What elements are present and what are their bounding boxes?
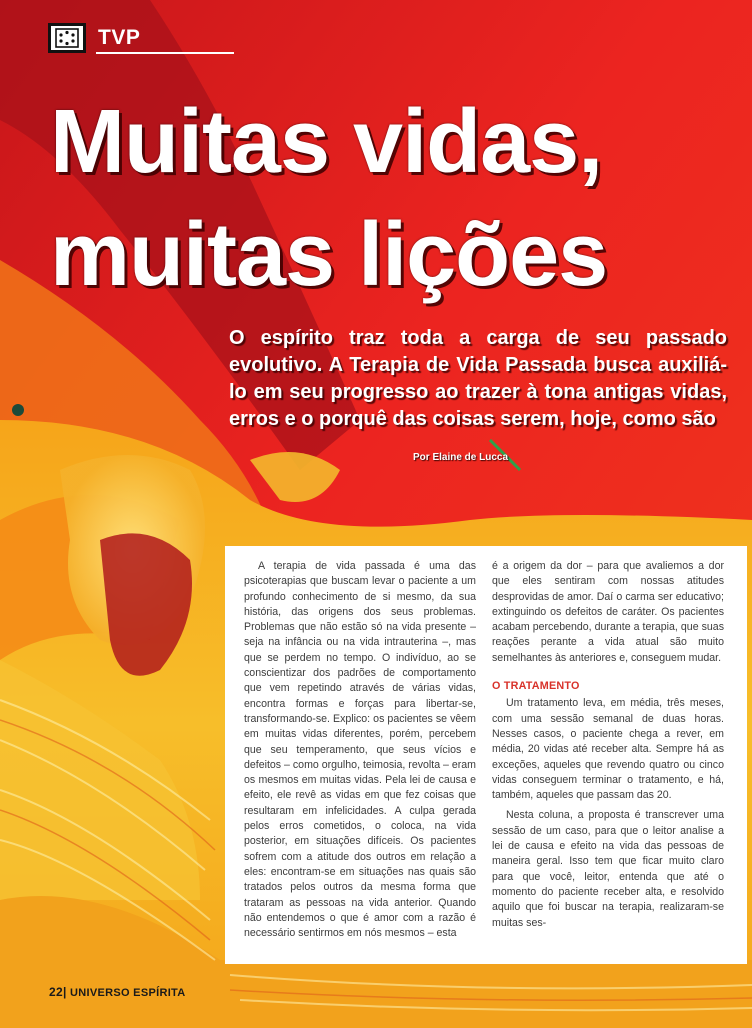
spirit-logo-icon — [48, 23, 86, 53]
paragraph: Nesta coluna, a proposta é transcrever uma sessão de um caso, para que o leitor analise a lei de causa e efeito na vida das pessoas de maneira geral. Isso tem que ficar muito claro para que você, leitor, entenda que até o momento do paciente receber alta, e resolvido aquilo que foi buscar na terapia, realizaram-se muitas ses- — [492, 809, 724, 929]
headline-line-1: Muitas vidas, — [50, 92, 603, 192]
paragraph: Um tratamento leva, em média, três meses, com uma sessão semanal de duas horas. Nesses casos, o paciente chega a rever, em média, 20 vidas até receber alta. Sempre há as exceções, aqueles que revendo quatro ou cinco vidas conseguem terminar o tratamento, e há, também, aqueles que passam das 20. — [492, 697, 724, 802]
paragraph: A terapia de vida passada é uma das psicoterapias que buscam levar o paciente a um profundo conhecimento de si mesmo, da sua história, das origens dos seus problemas. Problemas que não estão só na vida presente – seja na infância ou na vida intrauterina –, mas que se perdem no tempo. O indivíduo, ao se conscientizar dos padrões de comportamento que vem repetindo através de várias vidas, encontra formas e forças para libertar-se, transformando-se. Explico: os pacientes se vêem em muitas vidas diferentes, porém, percebem que seu temperamento, que seus vícios e defeitos – como orgulho, teimosia, revolta – eram os mesmos em muitas vidas. Pela lei de causa e efeito, ele revê as vidas em que fez coisas que resultaram em infelicidades. A culpa gerada pelos erros cometidos, o coloca, na vida posterior, em situações difíceis. Os pacientes sofrem com a atitude dos outros em relação a eles: encontram-se em situações nas quais são tratados pelos outros da mesma forma que trataram as pessoas na vida anterior. Quando não entendemos o que é amor com a razão é necessário sentirmos em nós mesmos – esta — [244, 560, 477, 940]
article-column-2 — [492, 559, 724, 954]
page-folio — [49, 985, 186, 999]
byline: Por Elaine de Lucca — [413, 452, 509, 463]
article-column-1 — [244, 559, 476, 954]
headline-line-2: muitas lições — [50, 205, 608, 305]
section-rule — [96, 52, 234, 54]
article-body — [225, 546, 747, 964]
subhead: O espírito traz toda a carga de seu passado evolutivo. A Terapia de Vida Passada busca auxiliá-lo em seu progresso ao trazer à tona antigas vidas, erros e o porquê das coisas serem, hoje, como são — [229, 327, 727, 430]
section-label: TVP — [98, 26, 141, 49]
headline — [50, 86, 750, 312]
magazine-name: UNIVERSO ESPÍRITA — [69, 987, 186, 999]
section-tag — [48, 23, 140, 53]
paragraph: é a origem da dor – para que avaliemos a dor que eles sentiram com nossas atitudes desprovidas de amor. Daí o carma ser educativo; extinguindo os defeitos de caráter. Os pacientes acabam percebendo, durante a terapia, que suas reações perante a vida atual são muito semelhantes às anteriores e, conseguem mudar. — [492, 560, 724, 664]
page-number: 22| — [49, 985, 67, 999]
section-subtitle: O TRATAMENTO — [492, 680, 580, 693]
